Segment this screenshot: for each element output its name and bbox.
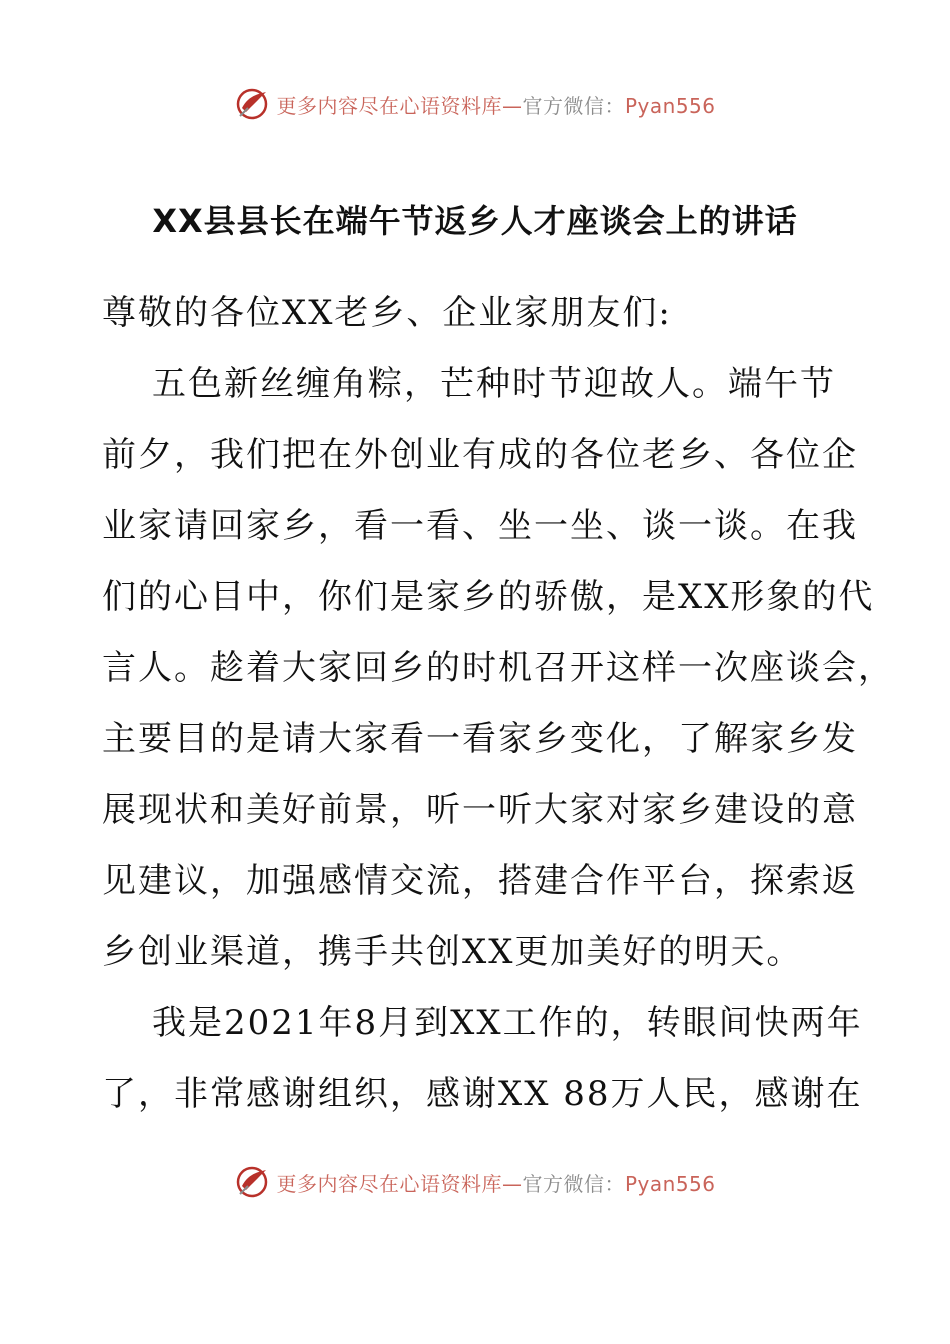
paragraph: [102, 349, 892, 988]
paragraph-line: 们的心目中，你们是家乡的骄傲，是XX形象的代: [102, 577, 875, 617]
watermark-text: 更多内容尽在心语资料库—官方微信：Pyan556: [276, 93, 716, 118]
paragraph-line: 我是2021年8月到XX工作的，转眼间快两年: [152, 1003, 863, 1043]
paragraph-line: 展现状和美好前景，听一听大家对家乡建设的意: [102, 790, 858, 830]
paragraph-line: 见建议，加强感情交流，搭建合作平台，探索返: [102, 861, 858, 901]
quill-logo-icon: [234, 1164, 270, 1200]
paragraph-line: 乡创业渠道，携手共创XX更加美好的明天。: [102, 932, 803, 972]
document-title: XX县县长在端午节返乡人才座谈会上的讲话: [152, 202, 798, 240]
paragraph-line: 业家请回家乡，看一看、坐一坐、谈一谈。在我: [102, 506, 858, 546]
quill-logo-icon: [234, 86, 270, 122]
salutation: 尊敬的各位XX老乡、企业家朋友们:: [102, 293, 672, 333]
paragraph-line: 主要目的是请大家看一看家乡变化，了解家乡发: [102, 719, 858, 759]
footer-watermark: [0, 1162, 950, 1202]
paragraph-line: 了，非常感谢组织，感谢XX 88万人民，感谢在: [102, 1074, 863, 1114]
header-watermark: [0, 84, 950, 124]
paragraph-line: 五色新丝缠角粽，芒种时节迎故人。端午节: [152, 364, 836, 404]
watermark-text: 更多内容尽在心语资料库—官方微信：Pyan556: [276, 1171, 716, 1196]
document-body: [102, 278, 892, 1130]
paragraph: [102, 988, 892, 1130]
paragraph-line: 言人。趁着大家回乡的时机召开这样一次座谈会，: [102, 648, 894, 688]
paragraph-line: 前夕，我们把在外创业有成的各位老乡、各位企: [102, 435, 858, 475]
